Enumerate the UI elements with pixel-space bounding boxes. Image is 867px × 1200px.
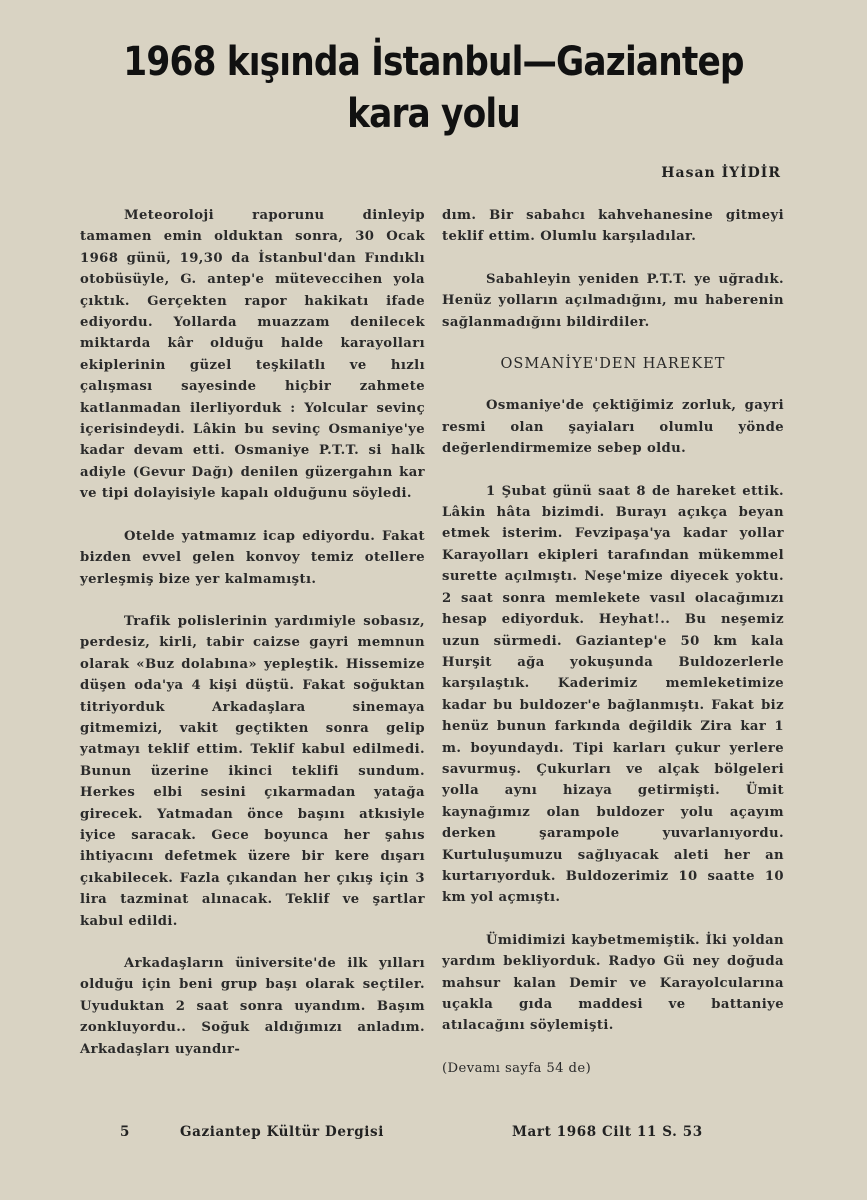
- paragraph: Meteoroloji raporunu dinleyip tamamen emin olduktan sonra, 30 Ocak 1968 günü, 19,30 da İstanbul'dan Fındıklı otobüsüyle, G. antep'e müteveccihen yola çıktık. Gerçekten rapor hakikatı ifade ediyordu. Yollarda muazzam denilecek miktarda kâr olduğu halde karayolları ekiplerinin güzel teşkilatlı ve hızlı çalışması sayesinde hiçbir zahmete katlanmadan ilerliyorduk : Yolcular sevinç içerisindeydi. Lâkin bu sevinç Osmaniye'ye kadar devam etti. Osmaniye P.T.T. si halk adiyle (Gevur Dağı) denilen güzergahın kar ve tipi dolayisiyle kapalı olduğunu söyledi.: [80, 208, 425, 502]
- left-column: [80, 205, 425, 1081]
- title-line-2: kara yolu: [347, 91, 520, 137]
- article-title: [61, 36, 807, 140]
- paragraph: Osmaniye'de çektiğimiz zorluk, gayri resmi olan şayiaları olumlu yönde değerlendirmemize sebep oldu.: [442, 398, 784, 457]
- article-author: Hasan İYİDİR: [661, 165, 781, 181]
- paragraph: Arkadaşların üniversite'de ilk yılları olduğu için beni grup başı olarak seçtiler. Uyuduktan 2 saat sonra uyandım. Başım zonkluyordu.. Soğuk aldığımızı anladım. Arkadaşları uyandır-: [80, 956, 425, 1057]
- issue-info: Mart 1968 Cilt 11 S. 53: [512, 1124, 703, 1140]
- magazine-name: Gaziantep Kültür Dergisi: [180, 1124, 384, 1140]
- paragraph: Otelde yatmamız icap ediyordu. Fakat bizden evvel gelen konvoy temiz otellere yerleşmiş bize yer kalmamıştı.: [80, 528, 425, 587]
- title-line-1: 1968 kışında İstanbul—Gaziantep: [123, 39, 744, 85]
- paragraph: Sabahleyin yeniden P.T.T. ye uğradık. Henüz yolların açılmadığını, mu haberenin sağlanmadığını bildirdiler.: [442, 271, 784, 330]
- continued-note: (Devamı sayfa 54 de): [442, 1060, 592, 1076]
- right-column: [442, 205, 784, 1100]
- paragraph: Ümidimizi kaybetmemiştik. İki yoldan yardım bekliyorduk. Radyo Gü ney doğuda mahsur kalan Demir ve Karayolcularına uçakla gıda maddesi ve battaniye atılacağını söylemişti.: [442, 932, 784, 1034]
- paragraph-continuation: dım. Bir sabahcı kahvehanesine gitmeyi teklif ettim. Olumlu karşıladılar.: [442, 208, 784, 245]
- paragraph: 1 Şubat günü saat 8 de hareket ettik. Lâkin hâta bizimdi. Burayı açıkça beyan etmek isterim. Fevzipaşa'ya kadar yollar Karayolları ekipleri tarafından mükemmel surette açılmıştı. Neşe'mize diyecek yoktu. 2 saat sonra memlekete vasıl olacağımızı hesap ediyorduk. Heyhat!.. Bu neşemiz uzun sürmedi. Gaziantep'e 50 km kala Hurşit ağa yokuşunda Buldozerlerle karşılaştık. Kaderimiz memleketimize kadar bu buldozer'e bağlanmıştı. Fakat biz henüz bunun farkında değildik Zira kar 1 m. boyundaydı. Tipi karları çukur yerlere savurmuş. Çukurları ve alçak bölgeleri yolla aynı hizaya getirmişti. Ümit kaynağımız olan buldozer yolu açayım derken şarampole yuvarlanıyordu. Kurtuluşumuzu sağlıyacak aleti her an kurtarıyorduk. Buldozerimiz 10 saatte 10 km yol açmıştı.: [442, 483, 784, 906]
- paragraph: Trafik polislerinin yardımiyle sobasız, perdesiz, kirli, tabir caizse gayri memnun olarak «Buz dolabına» yepleştik. Hissemize düşen oda'ya 4 kişi düştü. Fakat soğuktan titriyorduk Arkadaşlara sinemaya gitmemizi, vakit geçtikten sonra gelip yatmayı teklif ettim. Teklif kabul edilmedi. Bunun üzerine ikinci teklifi sundum. Herkes elbi sesini çıkarmadan yatağa girecek. Yatmadan önce başını atkısiyle iyice saracak. Gece boyunca her şahıs ihtiyacını defetmek üzere bir kere dışarı çıkabilecek. Fazla çıkandan her çıkış için 3 lira tazminat alınacak. Teklif ve şartlar kabul edildi.: [80, 613, 425, 929]
- section-heading: OSMANİYE'DEN HAREKET: [500, 356, 726, 373]
- page-number: 5: [120, 1124, 130, 1140]
